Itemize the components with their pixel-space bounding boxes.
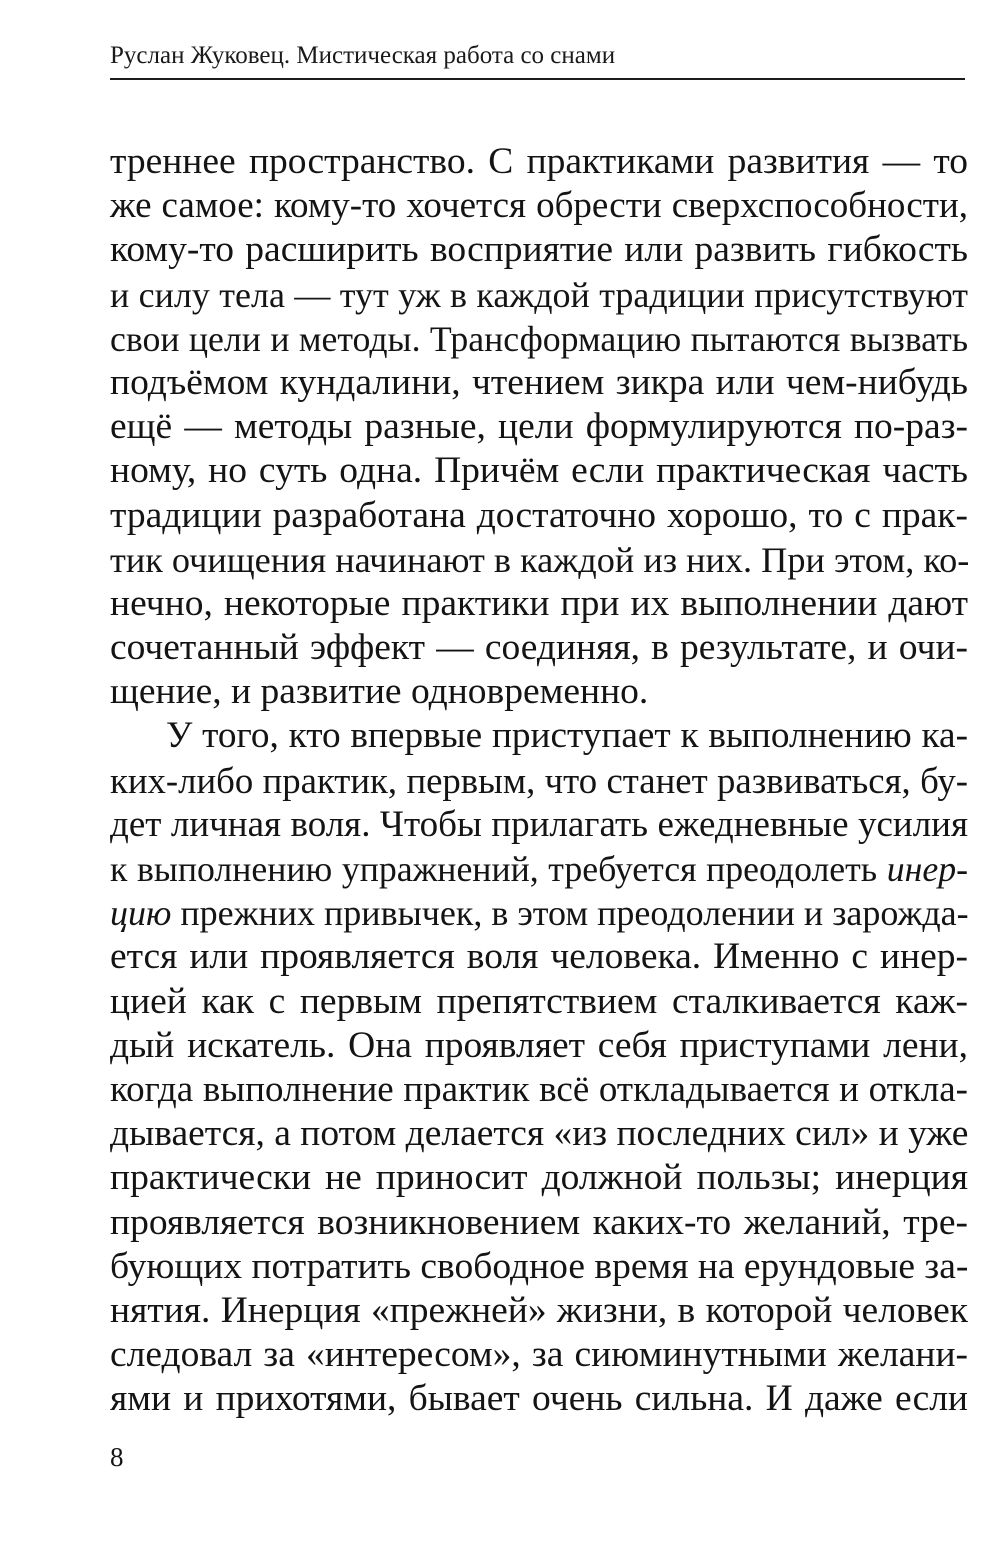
text-segment: к выполнению упражнений, требуется преодолеть [110,849,887,889]
text-line: бующих потратить свободное время на ерундовые за- [110,1245,969,1287]
text-line: подъёмом кундалини, чтением зикра или чем-нибудь [110,361,968,403]
header-rule [110,78,965,80]
text-line: практически не приносит должной пользы; инерция [110,1157,968,1199]
text-line: нечно, некоторые практики при их выполнении дают [110,582,968,624]
text-line: свои цели и методы. Трансформацию пытаются вызвать [110,318,968,359]
text-line: сочетанный эффект — соединяя, в результате, и очи- [110,627,968,669]
italic-term: инер- [886,849,968,889]
page-number: 8 [110,1442,124,1472]
text-line: следовал за «интересом», за сиюминутными желани- [110,1334,968,1376]
text-line: традиции разработана достаточно хорошо, то с прак- [110,494,968,536]
text-line: же самое: кому-то хочется обрести сверхспособности, [110,185,968,227]
text-line: дый искатель. Она проявляет себя приступами лени, [110,1024,968,1066]
running-title: Руслан Жуковец. Мистическая работа со снами [110,42,616,69]
text-segment: прежних привычек, в этом преодолении и зарожда- [171,893,969,934]
text-line: когда выполнение практик всё откладывается и откла- [110,1068,968,1110]
text-line: тик очищения начинают в каждой из них. При этом, ко- [110,539,970,580]
text-line: треннее пространство. С практиками развития — то [110,141,968,182]
paragraph-2 [110,714,968,1421]
text-line: дывается, а потом делается «из последних сил» и уже [110,1113,969,1155]
text-line: ется или проявляется воля человека. Именно с инер- [110,936,968,978]
paragraph-1 [110,140,968,714]
text-line [110,847,968,891]
text-line: дет личная воля. Чтобы прилагать ежедневные усилия [110,803,968,845]
text-line: щение, и развитие одновременно. [110,671,649,713]
text-line: нятия. Инерция «прежней» жизни, в которой человек [110,1289,968,1331]
body-text [110,140,968,1421]
text-line: проявляется возникновением каких-то желаний, тре- [110,1201,968,1243]
text-line [110,891,968,935]
italic-term: цию [110,893,172,934]
text-line: ких-либо практик, первым, что станет развиваться, бу- [110,759,968,801]
text-line: ями и прихотями, бывает очень сильна. И даже если [110,1378,968,1420]
text-line: ещё — методы разные, цели формулируются по-раз- [110,406,968,448]
text-line: цией как с первым препятствием сталкивается каж- [110,980,968,1022]
text-line: У того, кто впервые приступает к выполнению ка- [166,715,968,757]
text-line: и силу тела — тут уж в каждой традиции присутствуют [110,274,968,315]
text-line: ному, но суть одна. Причём если практическая часть [110,450,968,492]
text-line: кому-то расширить восприятие или развить гибкость [110,229,968,271]
